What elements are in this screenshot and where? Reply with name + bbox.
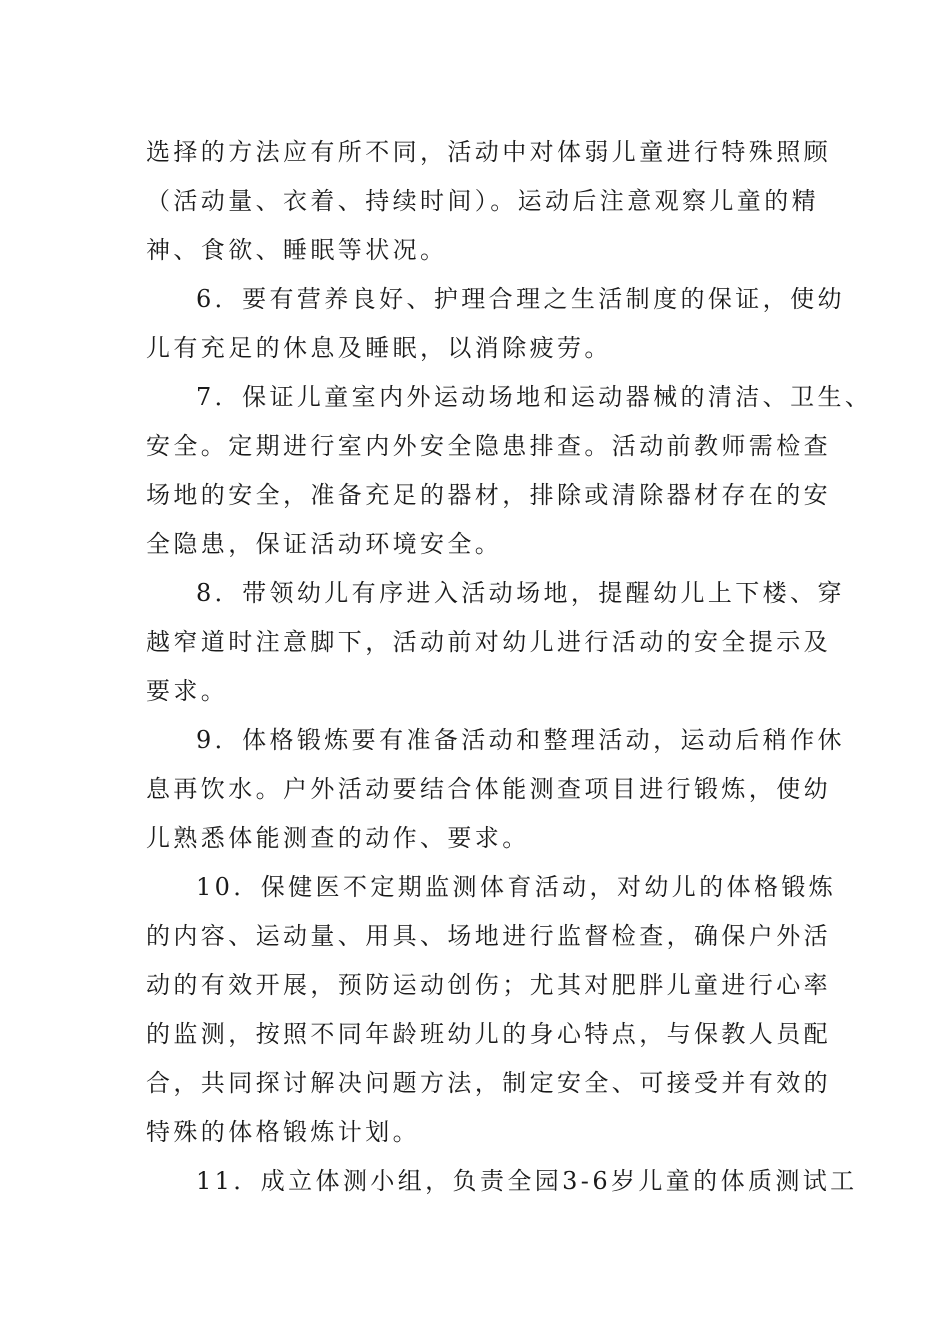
paragraph-item-6: [146, 275, 845, 373]
document-body: [146, 128, 873, 1206]
text-line: 特殊的体格锻炼计划。: [146, 1118, 420, 1146]
text-line: 儿有充足的休息及睡眠，以消除疲劳。: [146, 334, 612, 362]
text-line: 越窄道时注意脚下，活动前对幼儿进行活动的安全提示及: [146, 628, 831, 656]
paragraph-item-7: [146, 373, 873, 569]
paragraph-item-11: [146, 1157, 858, 1206]
text-line: 11．成立体测小组，负责全园3-6岁儿童的体质测试工: [196, 1167, 858, 1195]
text-line: 安全。定期进行室内外安全隐患排查。活动前教师需检查: [146, 432, 831, 460]
paragraph-item-10: [146, 863, 837, 1157]
text-line: 息再饮水。户外活动要结合体能测查项目进行锻炼，使幼: [146, 775, 831, 803]
text-line: 全隐患，保证活动环境安全。: [146, 530, 503, 558]
paragraph-continuation: [146, 128, 831, 275]
text-line: 9．体格锻炼要有准备活动和整理活动，运动后稍作休: [196, 726, 845, 754]
paragraph-item-8: [146, 569, 845, 716]
text-line: （活动量、衣着、持续时间）。运动后注意观察儿童的精: [146, 187, 819, 215]
text-line: 合，共同探讨解决问题方法，制定安全、可接受并有效的: [146, 1069, 831, 1097]
text-line: 的监测，按照不同年龄班幼儿的身心特点，与保教人员配: [146, 1020, 831, 1048]
paragraph-item-9: [146, 716, 845, 863]
text-line: 场地的安全，准备充足的器材，排除或清除器材存在的安: [146, 481, 831, 509]
text-line: 儿熟悉体能测查的动作、要求。: [146, 824, 530, 852]
text-line: 要求。: [146, 677, 229, 705]
text-line: 8．带领幼儿有序进入活动场地，提醒幼儿上下楼、穿: [196, 579, 845, 607]
text-line: 7．保证儿童室内外运动场地和运动器械的清洁、卫生、: [196, 383, 873, 411]
text-line: 动的有效开展，预防运动创伤；尤其对肥胖儿童进行心率: [146, 971, 831, 999]
text-line: 10．保健医不定期监测体育活动，对幼儿的体格锻炼: [196, 873, 837, 901]
text-line: 神、食欲、睡眠等状况。: [146, 236, 448, 264]
text-line: 的内容、运动量、用具、场地进行监督检查，确保户外活: [146, 922, 831, 950]
text-line: 选择的方法应有所不同，活动中对体弱儿童进行特殊照顾: [146, 138, 831, 166]
text-line: 6．要有营养良好、护理合理之生活制度的保证，使幼: [196, 285, 845, 313]
